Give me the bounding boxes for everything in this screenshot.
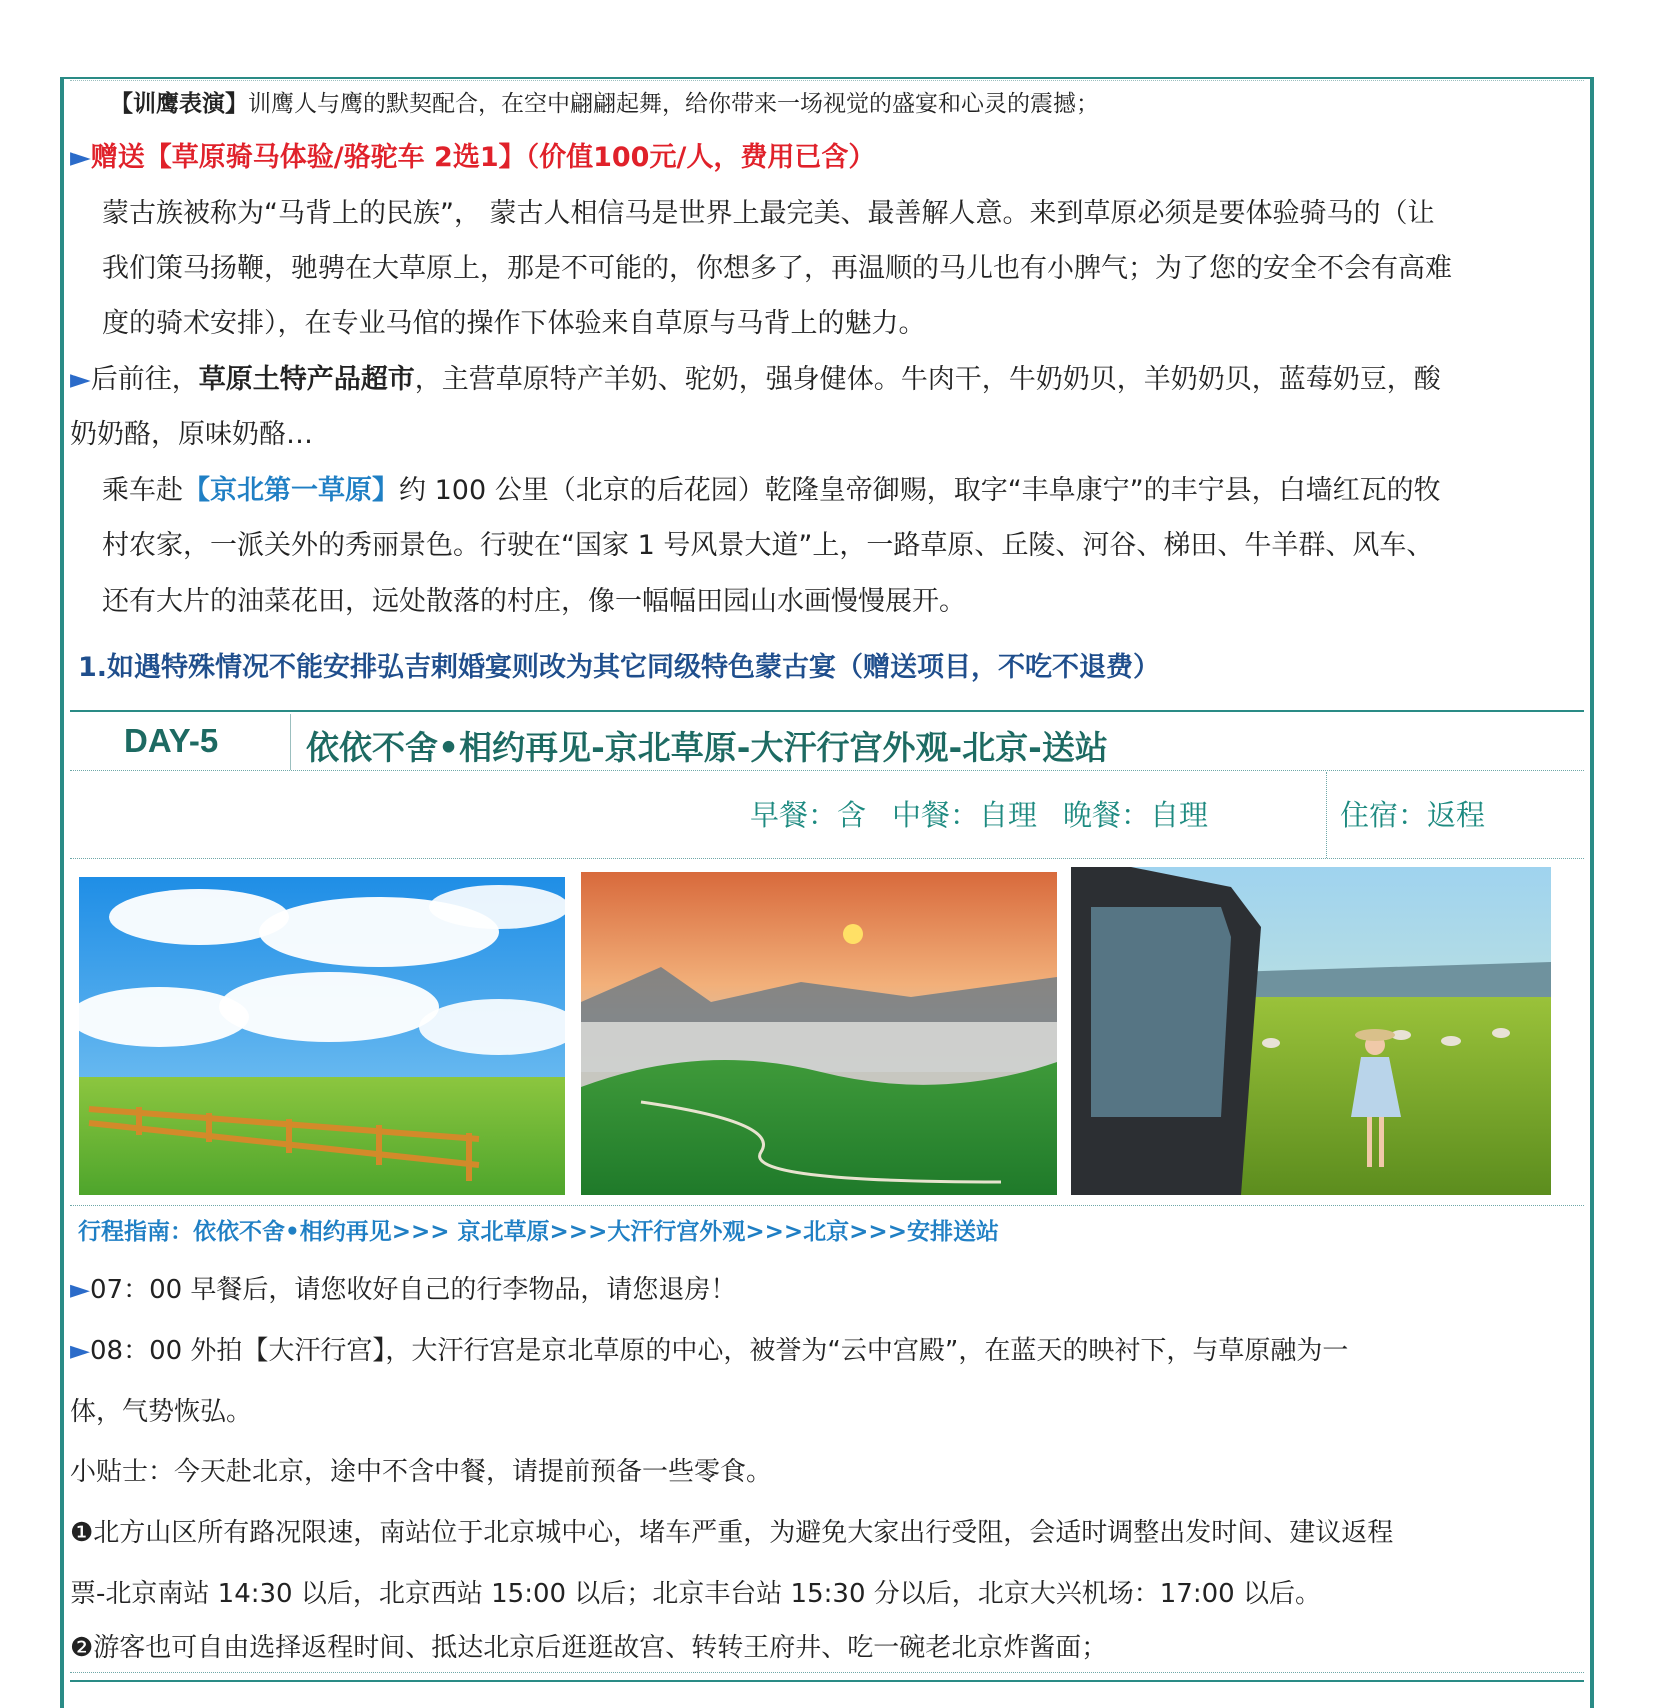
bottom-border (70, 1680, 1584, 1682)
falcon-show-text: 训鹰人与鹰的默契配合，在空中翩翩起舞，给你带来一场视觉的盛宴和心灵的震撼； (248, 91, 1099, 117)
day-divider (290, 714, 291, 770)
day-label: DAY-5 (124, 722, 219, 759)
car-door-girl-photo (1071, 867, 1551, 1195)
meals-row (750, 793, 1234, 834)
market-rest: ，主营草原特产羊奶、驼奶，强身健体。牛肉干，牛奶奶贝，羊奶奶贝，蓝莓奶豆，酸 (414, 364, 1441, 395)
schedule-text-1: 07：00 早餐后，请您收好自己的行李物品，请您退房！ (90, 1275, 737, 1305)
day-separator-top (70, 710, 1584, 712)
arrow-icon: ► (70, 1336, 90, 1366)
point-1-text: ❶北方山区所有路况限速，南站位于北京城中心，堵车严重，为避免大家出行受阻，会适时调整出发时间、建议返程 (70, 1518, 1394, 1548)
breakfast-info: 早餐：含 (750, 798, 867, 832)
arrow-icon: ► (70, 1275, 90, 1305)
photo-separator (70, 1205, 1584, 1206)
meal-separator (70, 858, 1584, 859)
arrow-icon: ► (70, 142, 91, 173)
day-separator (70, 770, 1584, 771)
accommodation-info: 住宿：返程 (1340, 798, 1486, 832)
drive-prefix: 乘车赴 (102, 475, 183, 506)
market-name: 草原土特产品超市 (198, 364, 415, 395)
horse-text-2: 我们策马扬鞭，驰骋在大草原上，那是不可能的，你想多了，再温顺的马儿也有小脾气；为了您的安全不会有高难 (102, 253, 1452, 284)
dinner-info: 晚餐：自理 (1063, 798, 1209, 832)
gift-title: 赠送【草原骑马体验/骆驼车 2选1】（价值100元/人，费用已含） (90, 142, 876, 173)
market-text-2: 奶奶酪，原味奶酪… (70, 419, 313, 450)
point-2-text: ❷游客也可自由选择返程时间、抵达北京后逛逛故宫、转转王府井、吃一碗老北京炸酱面； (70, 1633, 1108, 1663)
special-note: 1.如遇特殊情况不能安排弘吉剌婚宴则改为其它同级特色蒙古宴（赠送项目，不吃不退费） (78, 652, 1161, 683)
lunch-info: 中餐：自理 (892, 798, 1038, 832)
falcon-show-label: 【训鹰表演】 (110, 91, 248, 117)
horse-text-1: 蒙古族被称为“马背上的民族”， 蒙古人相信马是世界上最完美、最善解人意。来到草原必须是要体验骑马的（让 (102, 198, 1435, 229)
meal-divider (1326, 772, 1327, 858)
drive-rest: 约 100 公里（北京的后花园）乾隆皇帝御赐，取字“丰阜康宁”的丰宁县，白墙红瓦的牧 (399, 475, 1441, 506)
schedule-text-2b: 体，气势恢弘。 (70, 1397, 253, 1427)
point-1-text-2: 票-北京南站 14:30 以后，北京西站 15:00 以后；北京丰台站 15:30 分以后，北京大兴机场：17:00 以后。 (70, 1579, 1321, 1609)
itinerary-guide: 行程指南：依依不舍•相约再见>>> 京北草原>>>大汗行宫外观>>>北京>>>安排送站 (78, 1219, 999, 1245)
market-prefix: 后前往， (90, 364, 199, 395)
travel-tip: 小贴士：今天赴北京，途中不含中餐，请提前预备一些零食。 (70, 1457, 773, 1487)
grassland-name: 【京北第一草原】 (183, 475, 399, 506)
drive-text-2: 村农家，一派关外的秀丽景色。行驶在“国家 1 号风景大道”上，一路草原、丘陵、河谷、梯田、牛羊群、风车、 (102, 530, 1434, 561)
bottom-separator (70, 1672, 1584, 1673)
grassland-fence-photo (79, 877, 565, 1195)
arrow-icon: ► (70, 364, 91, 395)
day-title: 依依不舍•相约再见-京北草原-大汗行宫外观-北京-送站 (306, 728, 1108, 767)
schedule-text-2: 08：00 外拍【大汗行宫】，大汗行宫是京北草原的中心，被誉为“云中宫殿”，在蓝天的映衬下，与草原融为一 (90, 1336, 1349, 1366)
drive-text-3: 还有大片的油菜花田，远处散落的村庄，像一幅幅田园山水画慢慢展开。 (102, 586, 966, 617)
horse-text-3: 度的骑术安排），在专业马倌的操作下体验来自草原与马背上的魅力。 (102, 308, 926, 339)
sunrise-valley-photo (581, 872, 1057, 1195)
